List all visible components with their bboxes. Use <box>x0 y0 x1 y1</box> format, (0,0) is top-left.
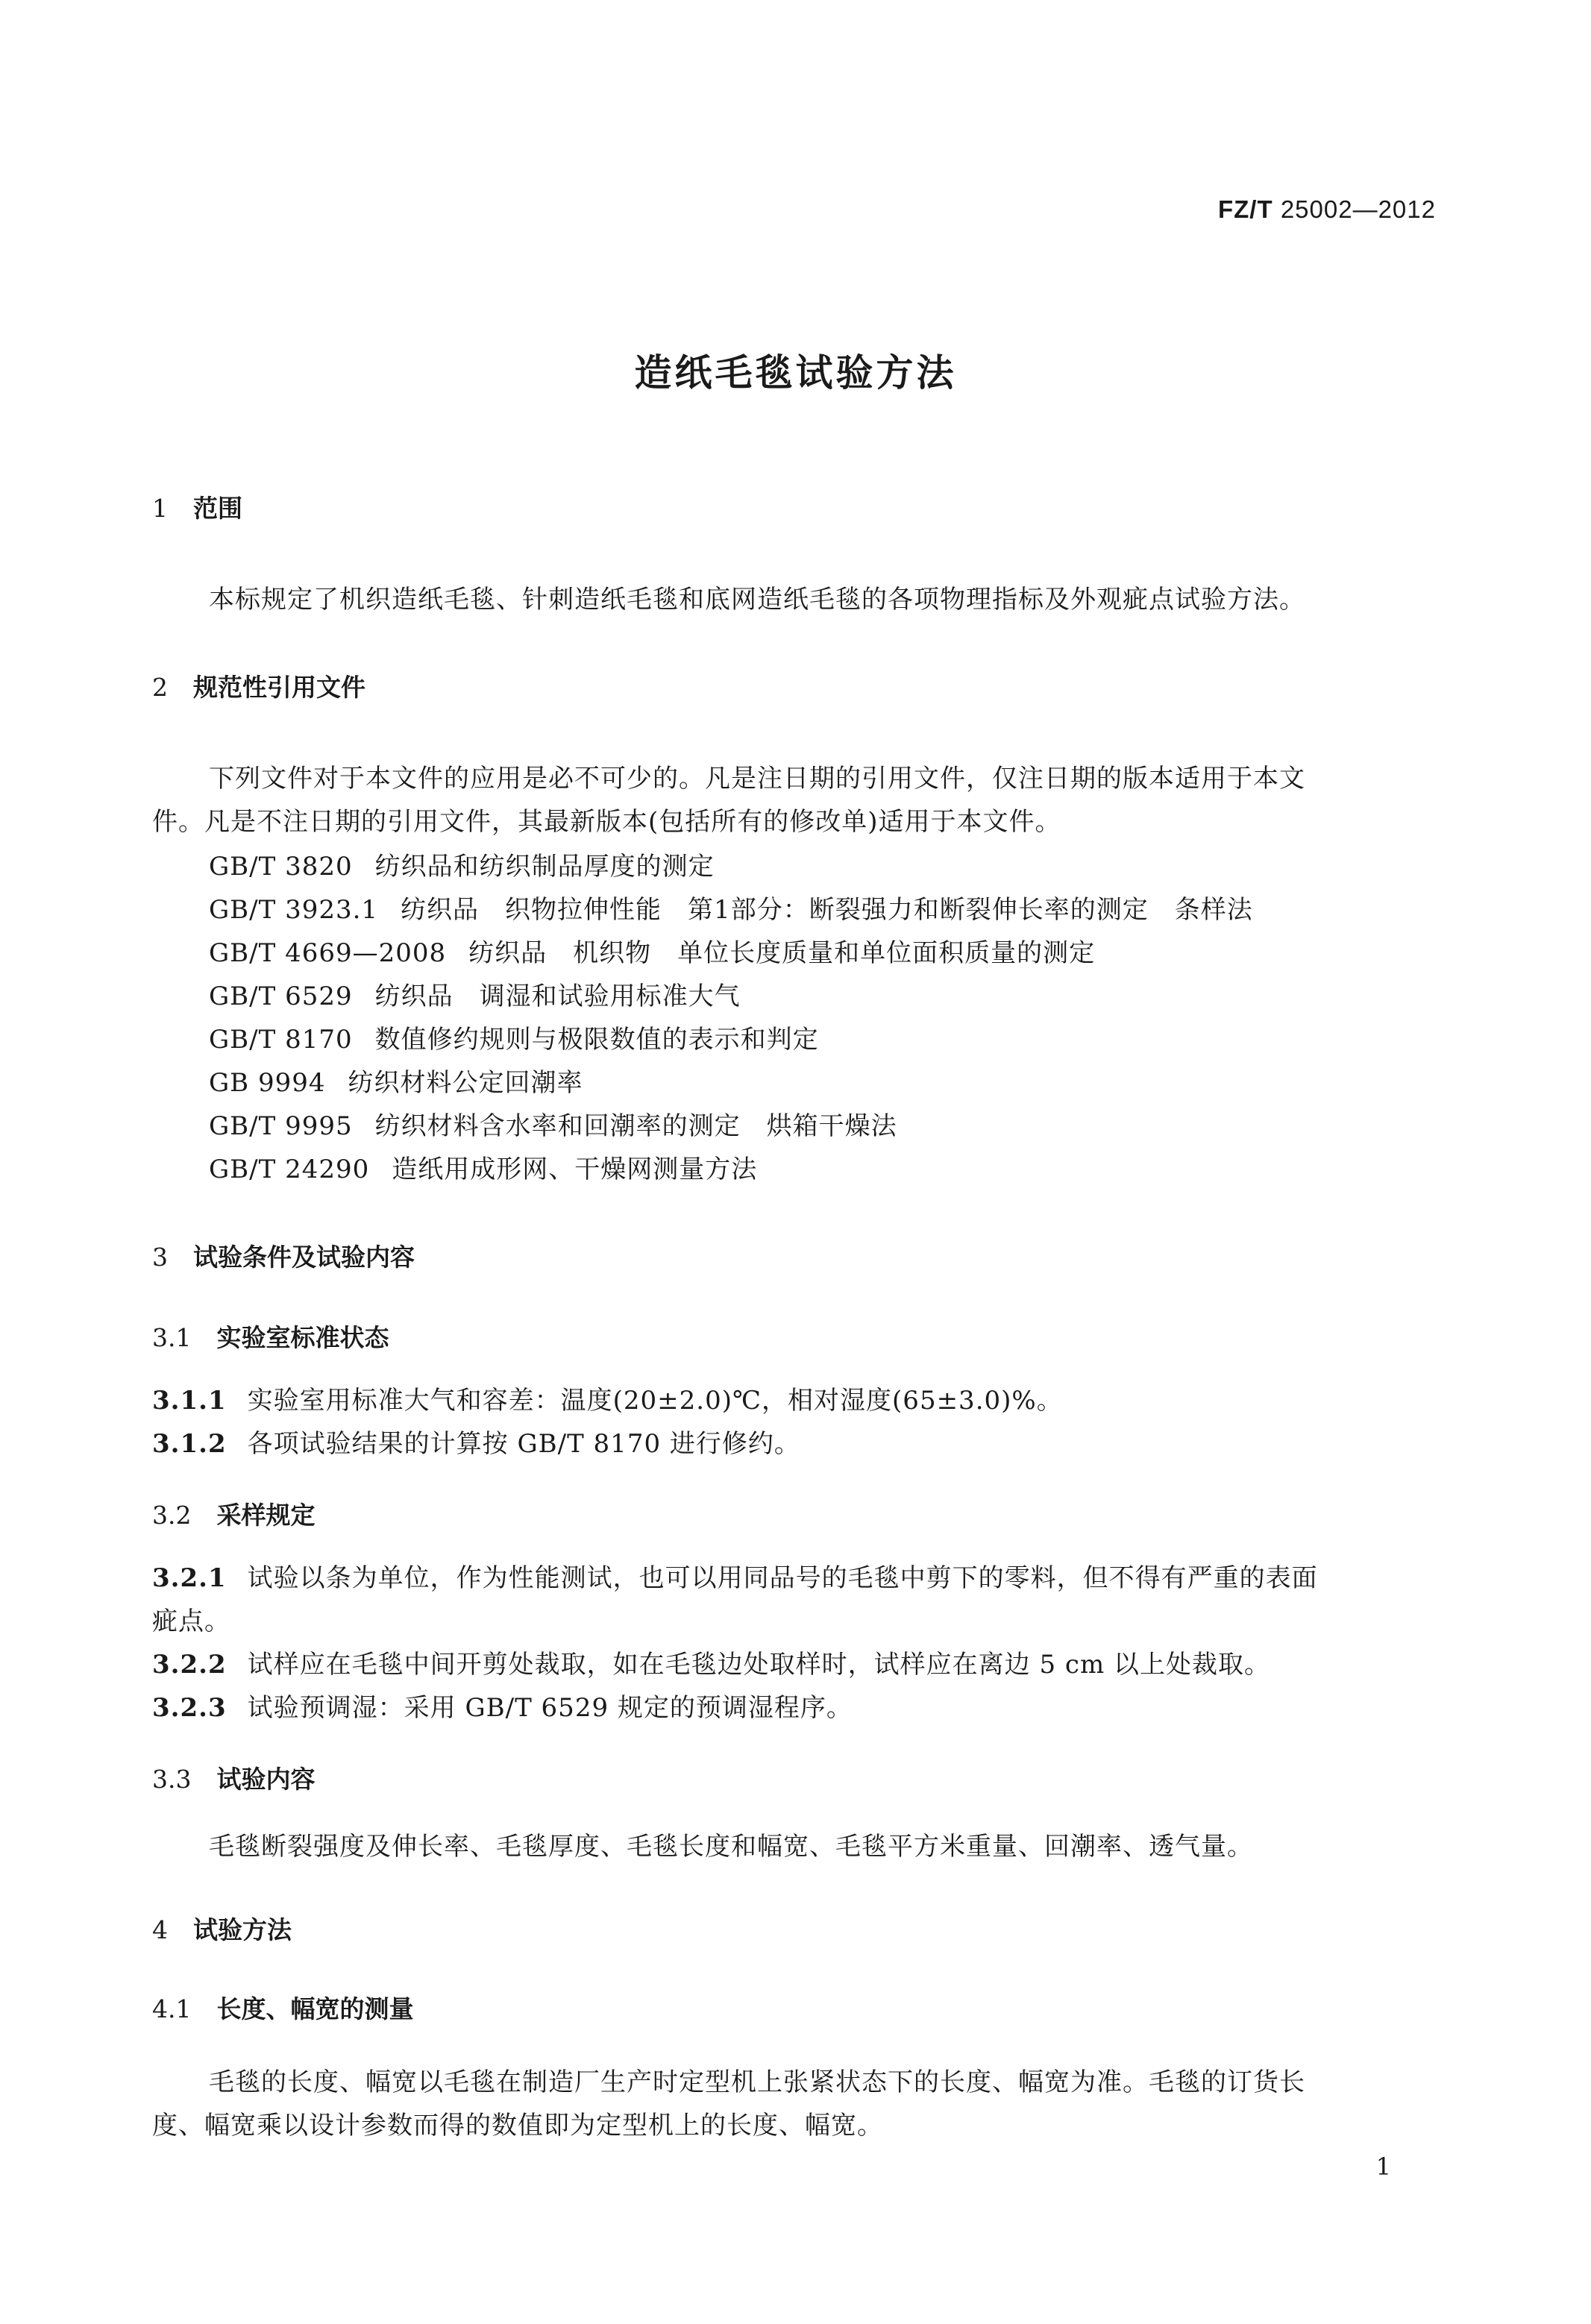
ref-item: GB/T 24290 造纸用成形网、干燥网测量方法 <box>209 1155 758 1184</box>
ref-item: GB/T 6529 纺织品 调湿和试验用标准大气 <box>209 982 741 1011</box>
section-4-1-heading: 4.1 长度、幅宽的测量 <box>152 1994 414 2023</box>
section-3-3-text: 毛毯断裂强度及伸长率、毛毯厚度、毛毯长度和幅宽、毛毯平方米重量、回潮率、透气量。 <box>209 1832 1253 1862</box>
section-3-heading: 3 试验条件及试验内容 <box>152 1243 415 1272</box>
page-number: 1 <box>1375 2152 1391 2181</box>
section-3-3-heading: 3.3 试验内容 <box>152 1765 316 1794</box>
clause-3-1-1: 3.1.1 实验室用标准大气和容差：温度(20±2.0)℃，相对湿度(65±3.0)%。 <box>152 1386 1063 1416</box>
ref-item: GB/T 3820 纺织品和纺织制品厚度的测定 <box>209 852 715 882</box>
section-1-text: 本标规定了机织造纸毛毯、针刺造纸毛毯和底网造纸毛毯的各项物理指标及外观疵点试验方法。 <box>209 585 1305 615</box>
ref-item: GB/T 9995 纺织材料含水率和回潮率的测定 烘箱干燥法 <box>209 1111 897 1141</box>
clause-3-2-1-cont: 疵点。 <box>152 1607 230 1636</box>
standard-code-number: 25002—2012 <box>1280 195 1436 223</box>
ref-item: GB/T 8170 数值修约规则与极限数值的表示和判定 <box>209 1025 819 1055</box>
section-3-1-heading: 3.1 实验室标准状态 <box>152 1323 389 1352</box>
document-title: 造纸毛毯试验方法 <box>634 351 957 395</box>
section-3-2-heading: 3.2 采样规定 <box>152 1501 316 1530</box>
section-2-line-2: 件。凡是不注日期的引用文件，其最新版本(包括所有的修改单)适用于本文件。 <box>152 807 1061 837</box>
ref-item: GB/T 3923.1 纺织品 织物拉伸性能 第1部分：断裂强力和断裂伸长率的测定 条样法 <box>209 895 1253 925</box>
standard-code-prefix: FZ/T <box>1217 195 1273 223</box>
section-2-line-1: 下列文件对于本文件的应用是必不可少的。凡是注日期的引用文件，仅注日期的版本适用于本文 <box>209 764 1305 794</box>
clause-3-2-3: 3.2.3 试验预调湿：采用 GB/T 6529 规定的预调湿程序。 <box>152 1693 853 1723</box>
section-1-heading: 1 范围 <box>152 494 242 523</box>
clause-3-2-1: 3.2.1 试验以条为单位，作为性能测试，也可以用同品号的毛毯中剪下的零料，但不得有严重的表面 <box>152 1563 1318 1593</box>
clause-3-1-2: 3.1.2 各项试验结果的计算按 GB/T 8170 进行修约。 <box>152 1429 800 1459</box>
ref-item: GB/T 4669—2008 纺织品 机织物 单位长度质量和单位面积质量的测定 <box>209 938 1096 968</box>
standard-code <box>1218 195 1436 224</box>
section-4-1-line-1: 毛毯的长度、幅宽以毛毯在制造厂生产时定型机上张紧状态下的长度、幅宽为准。毛毯的订货长 <box>209 2067 1305 2097</box>
section-4-heading: 4 试验方法 <box>152 1915 292 1944</box>
section-4-1-line-2: 度、幅宽乘以设计参数而得的数值即为定型机上的长度、幅宽。 <box>152 2111 883 2141</box>
clause-3-2-2: 3.2.2 试样应在毛毯中间开剪处裁取，如在毛毯边处取样时，试样应在离边 5 cm 以上处裁取。 <box>152 1650 1270 1680</box>
ref-item: GB 9994 纺织材料公定回潮率 <box>209 1068 583 1098</box>
section-2-heading: 2 规范性引用文件 <box>152 673 365 702</box>
